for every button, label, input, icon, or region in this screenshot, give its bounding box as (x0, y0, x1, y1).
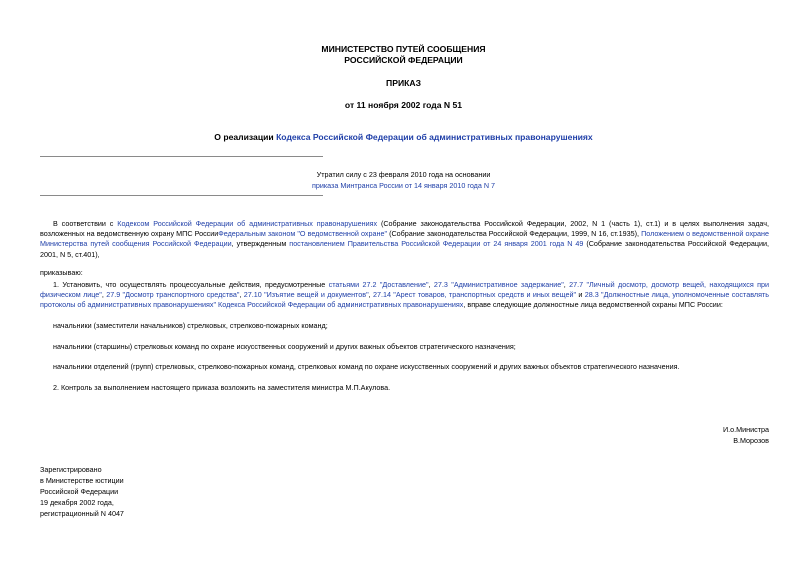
document-title (0, 132, 807, 143)
intro-text-1: В соответствии с (53, 219, 118, 228)
order-word: приказываю: (40, 268, 83, 277)
intro-text-2: (Собрание законодательства Российской Федерации, 2002, N 1 (часть 1), ст.1) и в целях выполнения задач, возложенных на ведомственную охрану МПС России (40, 219, 770, 239)
signatory-position: И.о.Министра (722, 425, 769, 434)
registration-line-1: Зарегистрировано (40, 465, 102, 474)
intro-text-3: (Собрание законодательства Российской Федерации, 1999, N 16, ст.1935), (387, 229, 642, 239)
item1-sep-1: , (428, 280, 434, 289)
item1-sep-6: и (576, 290, 585, 300)
intro-text-4: , утвержденным (231, 239, 290, 249)
item-2-paragraph: 2. Контроль за выполнением настоящего приказа возложить на заместителя министра М.П.Акулова. (53, 383, 391, 392)
item1-sep-5: , (368, 290, 373, 300)
intro-text-5: (Собрание законодательства Российской Федерации, 2001, N 5, ст.401), (40, 239, 769, 259)
koap-link[interactable]: Кодексом Российской Федерации об административных правонарушениях (117, 219, 378, 228)
article-27-14-link[interactable]: 27.14 "Арест товаров, транспортных средств и иных вещей" (372, 290, 577, 300)
registration-line-3: Российской Федерации (40, 487, 119, 496)
divider-top (40, 156, 323, 157)
divider-bottom (40, 195, 323, 196)
item1-text-1: 1. Установить, что осуществлять процессуальные действия, предусмотренные (53, 280, 329, 289)
article-27-10-link[interactable]: 27.10 "Изъятие вещей и документов" (243, 290, 369, 300)
registration-line-2: в Министерстве юстиции (40, 476, 124, 485)
repeal-order-link[interactable]: приказа Минтранса России от 14 января 2010 года N 7 (311, 181, 496, 190)
item-1-paragraph (40, 280, 769, 311)
article-27-2-link[interactable]: статьями 27.2 "Доставление" (328, 280, 429, 289)
document-type: ПРИКАЗ (386, 78, 421, 88)
status-note-line-2 (0, 180, 807, 191)
regulation-link[interactable]: Положением о ведомственной охране Министерства путей сообщения Российской Федерации (40, 229, 769, 249)
law-departmental-guard-link[interactable]: Федеральным законом "О ведомственной охране" (218, 229, 387, 239)
intro-paragraph (40, 219, 769, 260)
document-date: от 11 ноября 2002 года N 51 (344, 100, 463, 110)
ministry-name-line-1: МИНИСТЕРСТВО ПУТЕЙ СООБЩЕНИЯ (321, 44, 486, 54)
registration-line-5: регистрационный N 4047 (40, 509, 124, 518)
item1-text-end: , вправе следующие должностные лица ведомственной охраны МПС России: (463, 300, 723, 310)
item1-sep-4: , (239, 290, 244, 300)
article-27-7-link[interactable]: 27.7 "Личный досмотр, досмотр вещей, находящихся при физическом лице" (40, 280, 770, 300)
subitem-1: начальники (заместители начальников) стрелковых, стрелково-пожарных команд; (53, 321, 328, 330)
status-note-line-1: Утратил силу с 23 февраля 2010 года на основании (316, 170, 491, 179)
item1-sep-3: , (101, 290, 107, 300)
government-decree-link[interactable]: постановлением Правительства Российской Федерации от 24 января 2001 года N 49 (289, 239, 584, 249)
article-27-3-link[interactable]: 27.3 "Административное задержание" (433, 280, 564, 289)
registration-line-4: 19 декабря 2002 года, (40, 498, 114, 507)
article-27-9-link[interactable]: 27.9 "Досмотр транспортного средства" (106, 290, 240, 300)
title-prefix: О реализации (214, 132, 277, 142)
ministry-name-line-2: РОССИЙСКОЙ ФЕДЕРАЦИИ (344, 55, 463, 65)
article-28-3-link[interactable]: 28.3 "Должностные лица, уполномоченные составлять протоколы об административных правонарушениях" Кодекса Российской Федерации об административных правонарушениях (40, 290, 770, 310)
signatory-name: В.Морозов (733, 436, 769, 445)
item1-sep-2: , (563, 280, 570, 289)
title-code-link[interactable]: Кодекса Российской Федерации об административных правонарушениях (276, 132, 593, 142)
subitem-2: начальники (старшины) стрелковых команд по охране искусственных сооружений и других важных объектов стратегического назначения; (53, 342, 516, 351)
subitem-3: начальники отделений (групп) стрелковых, стрелково-пожарных команд, стрелковых команд по охране искусственных сооружений и других важных объектов стратегического назначения. (53, 362, 680, 371)
